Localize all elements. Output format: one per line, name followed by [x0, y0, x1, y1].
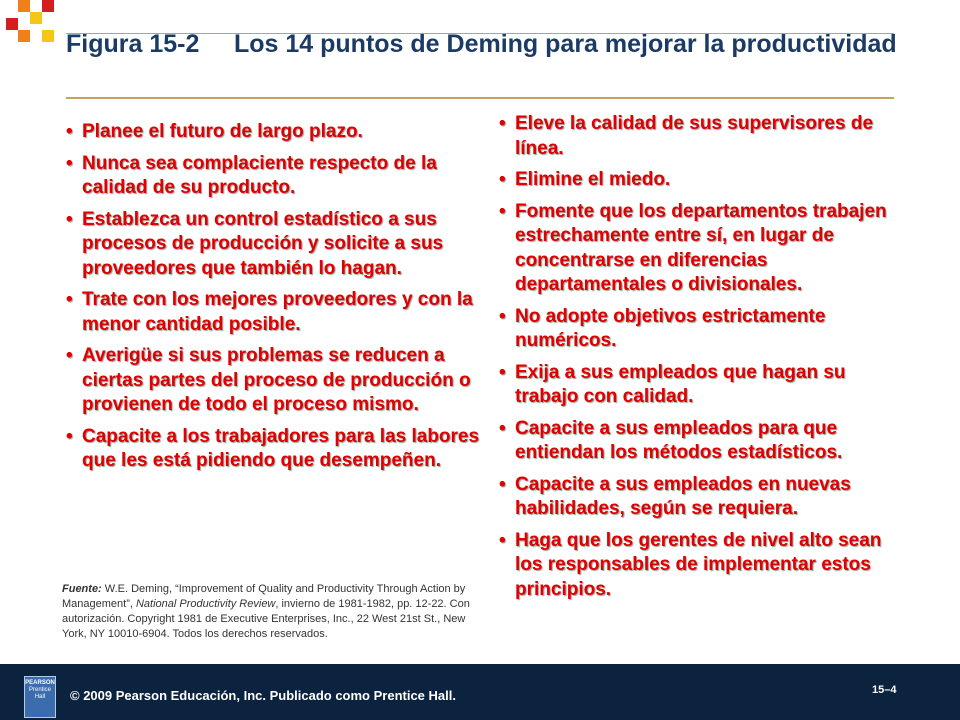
decor-square — [30, 12, 42, 24]
left-points-list — [58, 120, 483, 474]
point-text: Nunca sea complaciente respecto de la calidad de su producto. — [82, 152, 437, 198]
point-text: No adopte objetivos estrictamente numéricos. — [515, 305, 826, 351]
point-text: Establezca un control estadístico a sus procesos de producción y solicite a sus proveedores que también lo hagan. — [82, 208, 444, 279]
figure-label: Figura 15-2 — [66, 30, 200, 58]
point-text: Elimine el miedo. — [515, 169, 671, 190]
list-item — [58, 288, 483, 337]
decor-square — [6, 18, 18, 30]
list-item — [58, 152, 483, 201]
title-rule-bottom — [66, 97, 894, 99]
logo-line-1: Prentice — [28, 687, 51, 693]
point-text: Capacite a sus empleados en nuevas habilidades, según se requiera. — [515, 473, 851, 519]
bullet-icon: • — [499, 305, 506, 327]
pearson-logo — [24, 676, 56, 718]
list-item — [58, 208, 483, 282]
logo-brand: PEARSON — [25, 680, 55, 686]
decor-square — [42, 30, 54, 42]
point-text: Planee el futuro de largo plazo. — [82, 121, 363, 142]
bullet-icon: • — [66, 425, 73, 447]
page-number: 15–4 — [872, 684, 897, 696]
decor-square — [42, 0, 54, 12]
point-text: Trate con los mejores proveedores y con la menor cantidad posible. — [82, 289, 473, 335]
bullet-icon: • — [66, 121, 73, 142]
list-item — [491, 305, 906, 354]
copyright-text: © 2009 Pearson Educación, Inc. Publicado como Prentice Hall. — [70, 688, 456, 703]
point-text: Eleve la calidad de sus supervisores de línea. — [515, 113, 874, 159]
list-item — [58, 120, 483, 145]
right-points-list — [491, 112, 906, 602]
source-citation — [62, 582, 472, 642]
point-text: Capacite a sus empleados para que entiendan los métodos estadísticos. — [515, 417, 843, 463]
bullet-icon: • — [499, 417, 506, 439]
list-item — [491, 361, 906, 410]
title-text: Los 14 puntos de Deming para mejorar la productividad — [234, 30, 897, 58]
source-text-2: , invierno de 1981-1982, pp. 12-22. Con autorización. Copyright 1981 de Executive Enterprises, Inc., 22 West 21st St., New York, NY 10010-6904. Todos los derechos reservados. — [62, 598, 470, 640]
list-item — [491, 473, 906, 522]
bullet-icon: • — [499, 361, 506, 383]
bullet-icon: • — [499, 113, 506, 134]
point-text: Exija a sus empleados que hagan su trabajo con calidad. — [515, 361, 846, 407]
bullet-icon: • — [66, 208, 73, 230]
bullet-icon: • — [499, 200, 506, 222]
list-item — [491, 112, 906, 161]
bullet-icon: • — [499, 473, 506, 495]
list-item — [491, 529, 906, 603]
bullet-icon: • — [499, 529, 506, 551]
point-text: Haga que los gerentes de nivel alto sean los responsables de implementar estos principios. — [515, 529, 882, 600]
list-item — [58, 344, 483, 418]
list-item — [491, 417, 906, 466]
list-item — [58, 425, 483, 474]
point-text: Capacite a los trabajadores para las labores que les está pidiendo que desempeñen. — [82, 425, 480, 471]
logo-line-2: Hall — [34, 694, 46, 700]
point-text: Averigüe si sus problemas se reducen a ciertas partes del proceso de producción o provienen de todo el proceso mismo. — [82, 345, 471, 415]
source-text-1: W.E. Deming, “Improvement of Quality and Productivity Through Action by Management”, — [62, 583, 466, 610]
point-text: Fomente que los departamentos trabajen estrechamente entre sí, en lugar de concentrarse en diferencias departamentales o divisionales. — [515, 200, 887, 295]
bullet-icon: • — [66, 345, 73, 366]
bullet-icon: • — [66, 289, 73, 310]
bullet-icon: • — [499, 169, 506, 190]
decor-square — [18, 30, 30, 42]
bullet-icon: • — [66, 152, 73, 174]
list-item — [491, 200, 906, 298]
source-lead: Fuente: — [62, 583, 102, 595]
footer-bar — [0, 664, 960, 720]
decor-square — [18, 0, 30, 12]
list-item — [491, 168, 906, 193]
source-journal: National Productivity Review — [135, 598, 276, 610]
